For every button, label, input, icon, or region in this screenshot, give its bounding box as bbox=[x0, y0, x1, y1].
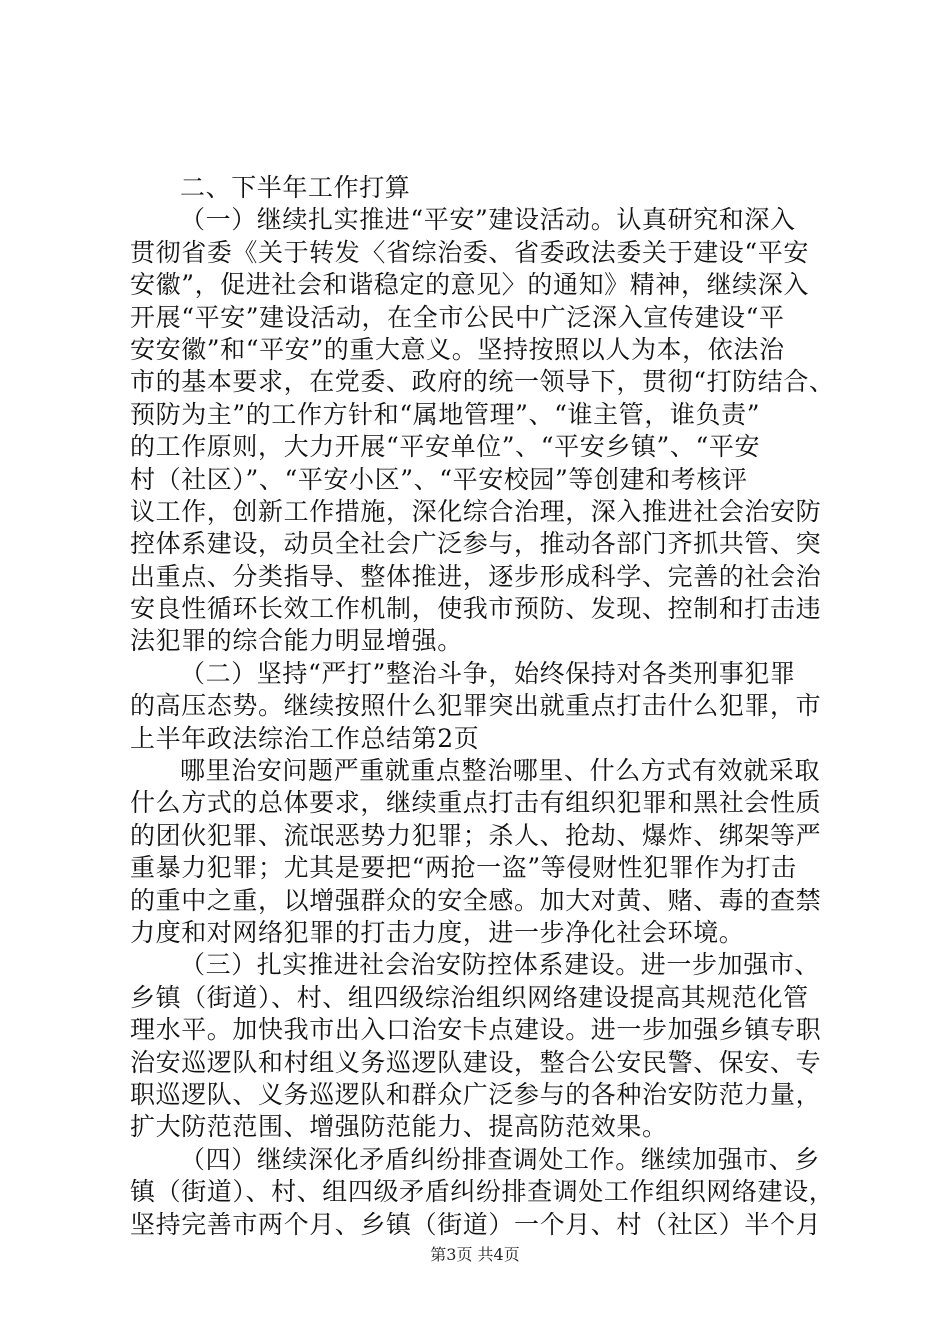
text-line: 村（社区）”、“平安小区”、“平安校园”等创建和考核评 bbox=[130, 464, 748, 494]
text-line: 二、下半年工作打算 bbox=[180, 173, 411, 202]
page-footer: 第3页 共4页 bbox=[430, 1245, 520, 1264]
text-line: 理水平。加快我市出入口治安卡点建设。进一步加强乡镇专职 bbox=[130, 1015, 822, 1045]
text-line: （三）扎实推进社会治安防控体系建设。进一步加强市、 bbox=[180, 950, 821, 980]
text-line: 出重点、分类指导、整体推进，逐步形成科学、完善的社会治 bbox=[130, 561, 822, 591]
text-line: 什么方式的总体要求，继续重点打击有组织犯罪和黑社会性质 bbox=[130, 788, 822, 818]
text-line: 镇（街道）、村、组四级矛盾纠纷排查调处工作组织网络建设， bbox=[130, 1177, 835, 1207]
text-line: 重暴力犯罪；尤其是要把“两抢一盗”等侵财性犯罪作为打击 bbox=[130, 853, 797, 883]
text-line: 力度和对网络犯罪的打击力度，进一步净化社会环境。 bbox=[130, 917, 745, 947]
text-line: （二）坚持“严打”整治斗争，始终保持对各类刑事犯罪 bbox=[180, 658, 796, 688]
text-line: （四）继续深化矛盾纠纷排查调处工作。继续加强市、乡 bbox=[180, 1144, 821, 1174]
text-line: 市的基本要求，在党委、政府的统一领导下，贯彻“打防结合、 bbox=[130, 367, 835, 397]
text-line: 法犯罪的综合能力明显增强。 bbox=[130, 626, 463, 656]
text-line: 控体系建设，动员全社会广泛参与，推动各部门齐抓共管、突 bbox=[130, 529, 822, 559]
text-line: 的团伙犯罪、流氓恶势力犯罪；杀人、抢劫、爆炸、绑架等严 bbox=[130, 820, 822, 850]
text-line: 安安徽”和“平安”的重大意义。坚持按照以人为本，依法治 bbox=[130, 334, 785, 364]
text-line: 的工作原则，大力开展“平安单位”、“平安乡镇”、“平安 bbox=[130, 432, 761, 462]
text-line: 议工作，创新工作措施，深化综合治理，深入推进社会治安防 bbox=[130, 496, 822, 526]
text-line: 开展“平安”建设活动，在全市公民中广泛深入宣传建设“平 bbox=[130, 302, 785, 332]
text-line: 安徽”，促进社会和谐稳定的意见〉的通知》精神，继续深入 bbox=[130, 270, 809, 300]
text-line: 哪里治安问题严重就重点整治哪里、什么方式有效就采取 bbox=[180, 756, 821, 786]
text-line: 治安巡逻队和村组义务巡逻队建设，整合公安民警、保安、专 bbox=[130, 1047, 822, 1077]
text-line: 的高压态势。继续按照什么犯罪突出就重点打击什么犯罪，市 bbox=[130, 691, 822, 721]
text-line: （一）继续扎实推进“平安”建设活动。认真研究和深入 bbox=[180, 205, 796, 235]
text-line: 预防为主”的工作方针和“属地管理”、“谁主管，谁负责” bbox=[130, 399, 761, 429]
document-body bbox=[130, 172, 835, 1241]
text-line: 乡镇（街道）、村、组四级综治组织网络建设提高其规范化管 bbox=[130, 982, 809, 1012]
text-line: 的重中之重，以增强群众的安全感。加大对黄、赌、毒的查禁 bbox=[130, 885, 822, 915]
text-line: 扩大防范范围、增强防范能力、提高防范效果。 bbox=[130, 1112, 668, 1142]
text-line: 安良性循环长效工作机制，使我市预防、发现、控制和打击违 bbox=[130, 594, 822, 624]
text-line: 职巡逻队、义务巡逻队和群众广泛参与的各种治安防范力量， bbox=[130, 1079, 822, 1109]
text-line: 贯彻省委《关于转发〈省综治委、省委政法委关于建设“平安 bbox=[130, 237, 809, 267]
text-line: 上半年政法综治工作总结第2页 bbox=[130, 723, 480, 753]
text-line: 坚持完善市两个月、乡镇（街道）一个月、村（社区）半个月 bbox=[130, 1209, 822, 1239]
